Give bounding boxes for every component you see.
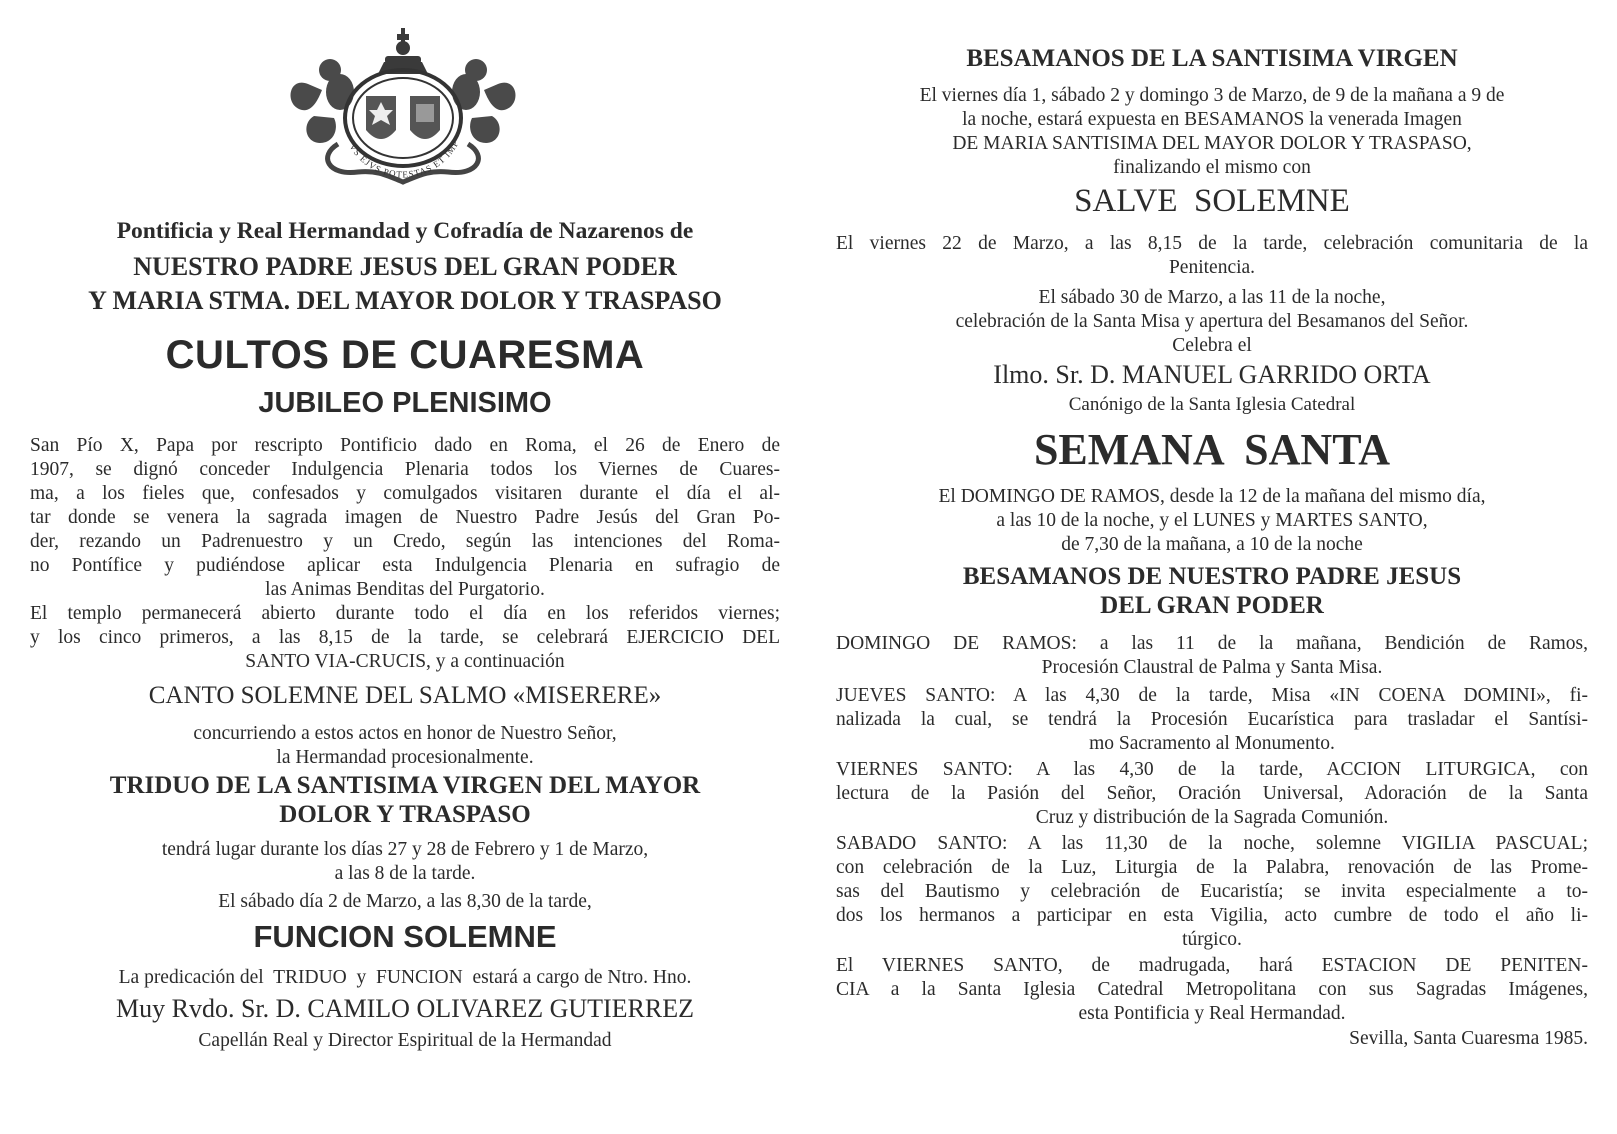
title-jubileo: JUBILEO PLENISIMO bbox=[258, 387, 552, 419]
besamanos-virgen-paragraph bbox=[836, 84, 1588, 180]
title-cultos-cuaresma: CULTOS DE CUARESMA bbox=[165, 333, 645, 377]
text-line: SANTO VIA-CRUCIS, y a continuación bbox=[245, 651, 565, 672]
text-line: finalizando el mismo con bbox=[1113, 157, 1311, 178]
text-line: no Pontífice y pudiéndose aplicar esta Indulgencia Plenaria en sufragio de bbox=[30, 555, 780, 576]
canto-miserere: CANTO SOLEMNE DEL SALMO «MISERERE» bbox=[148, 682, 662, 709]
domingo-ramos-paragraph bbox=[836, 632, 1588, 680]
text-line: CIA a la Santa Iglesia Catedral Metropolitana con sus Sagradas Imágenes, bbox=[836, 979, 1588, 1000]
org-line-2: NUESTRO PADRE JESUS DEL GRAN PODER bbox=[133, 252, 677, 281]
text-line: tar donde se venera la sagrada imagen de Nuestro Padre Jesús del Gran Po- bbox=[30, 507, 780, 528]
text-line: la noche, estará expuesta en BESAMANOS la venerada Imagen bbox=[962, 109, 1462, 130]
besamanos-jesus-heading-1: BESAMANOS DE NUESTRO PADRE JESUS bbox=[962, 563, 1462, 590]
text-line: 1907, se dignó conceder Indulgencia Plenaria todos los Viernes de Cuares- bbox=[30, 459, 780, 480]
text-line: túrgico. bbox=[1182, 929, 1242, 950]
org-line-1: Pontificia y Real Hermandad y Cofradía de Nazarenos de bbox=[116, 218, 694, 244]
misa-paragraph bbox=[836, 286, 1588, 358]
penitencia-paragraph bbox=[836, 232, 1588, 280]
celebrant-title: Canónigo de la Santa Iglesia Catedral bbox=[1068, 394, 1356, 415]
funcion-date: El sábado día 2 de Marzo, a las 8,30 de la tarde, bbox=[218, 891, 592, 912]
signature-line: Sevilla, Santa Cuaresma 1985. bbox=[1349, 1028, 1588, 1049]
text-line: con celebración de la Luz, Liturgia de la Palabra, renovación de las Prome- bbox=[836, 857, 1588, 878]
text-line: JUEVES SANTO: A las 4,30 de la tarde, Misa «IN COENA DOMINI», fi- bbox=[836, 685, 1588, 706]
crest-motto: VS EJVS POTESTAS ET IMP bbox=[347, 138, 461, 180]
besamanos-schedule bbox=[836, 485, 1588, 557]
text-line: El sábado 30 de Marzo, a las 11 de la noche, bbox=[1038, 287, 1386, 308]
org-line-3: Y MARIA STMA. DEL MAYOR DOLOR Y TRASPASO bbox=[88, 286, 722, 315]
besamanos-virgen-heading: BESAMANOS DE LA SANTISIMA VIRGEN bbox=[966, 45, 1458, 72]
text-line: nalizada la cual, se tendrá la Procesión Eucarística para trasladar el Santísi- bbox=[836, 709, 1588, 730]
text-line: SABADO SANTO: A las 11,30 de la noche, solemne VIGILIA PASCUAL; bbox=[836, 833, 1588, 854]
text-line: la Hermandad procesionalmente. bbox=[276, 747, 534, 768]
text-line: Celebra el bbox=[1172, 335, 1252, 356]
title-funcion-solemne: FUNCION SOLEMNE bbox=[253, 919, 557, 954]
text-line: Penitencia. bbox=[1168, 257, 1256, 278]
text-line: celebración de la Santa Misa y apertura del Besamanos del Señor. bbox=[955, 311, 1469, 332]
text-line: las Animas Benditas del Purgatorio. bbox=[265, 579, 545, 600]
celebrant-name: Ilmo. Sr. D. MANUEL GARRIDO ORTA bbox=[993, 360, 1431, 389]
jubileo-paragraph bbox=[30, 434, 780, 602]
text-line: esta Pontificia y Real Hermandad. bbox=[1078, 1003, 1346, 1024]
text-line: mo Sacramento al Monumento. bbox=[1089, 733, 1335, 754]
viernes-santo-paragraph bbox=[836, 758, 1588, 830]
text-line: ma, a los fieles que, confesados y comulgados visitaren durante el día el al- bbox=[30, 483, 780, 504]
triduo-heading-2: DOLOR Y TRASPASO bbox=[279, 801, 531, 828]
text-line: a las 10 de la noche, y el LUNES y MARTES SANTO, bbox=[996, 510, 1428, 531]
text-line: El viernes día 1, sábado 2 y domingo 3 de Marzo, de 9 de la mañana a 9 de bbox=[919, 85, 1505, 106]
preacher-name: Muy Rvdo. Sr. D. CAMILO OLIVAREZ GUTIERREZ bbox=[115, 994, 695, 1023]
text-line: Cruz y distribución de la Sagrada Comunión. bbox=[1035, 807, 1389, 828]
text-line: de 7,30 de la mañana, a 10 de la noche bbox=[1061, 534, 1363, 555]
salve-solemne: SALVE SOLEMNE bbox=[1074, 183, 1350, 219]
text-line: VIERNES SANTO: A las 4,30 de la tarde, ACCION LITURGICA, con bbox=[836, 759, 1588, 780]
procession-paragraph bbox=[30, 722, 780, 770]
preacher-title: Capellán Real y Director Espiritual de la Hermandad bbox=[198, 1030, 612, 1051]
jueves-santo-paragraph bbox=[836, 684, 1588, 756]
triduo-dates bbox=[30, 838, 780, 886]
brotherhood-crest-image bbox=[278, 26, 528, 201]
triduo-heading-1: TRIDUO DE LA SANTISIMA VIRGEN DEL MAYOR bbox=[109, 772, 701, 799]
text-line: Procesión Claustral de Palma y Santa Misa. bbox=[1041, 657, 1383, 678]
text-line: concurriendo a estos actos en honor de Nuestro Señor, bbox=[193, 723, 617, 744]
text-line: El DOMINGO DE RAMOS, desde la 12 de la mañana del mismo día, bbox=[938, 486, 1486, 507]
estacion-penitencia-paragraph bbox=[836, 954, 1588, 1026]
sabado-santo-paragraph bbox=[836, 832, 1588, 952]
text-line: lectura de la Pasión del Señor, Oración Universal, Adoración de la Santa bbox=[836, 783, 1588, 804]
text-line: El viernes 22 de Marzo, a las 8,15 de la tarde, celebración comunitaria de la bbox=[836, 233, 1588, 254]
text-line: tendrá lugar durante los días 27 y 28 de Febrero y 1 de Marzo, bbox=[161, 839, 649, 860]
besamanos-jesus-heading-2: DEL GRAN PODER bbox=[1100, 592, 1324, 619]
text-line: DE MARIA SANTISIMA DEL MAYOR DOLOR Y TRASPASO, bbox=[952, 133, 1472, 154]
predicacion-text: La predicación del TRIDUO y FUNCION estará a cargo de Ntro. Hno. bbox=[118, 967, 692, 988]
text-line: y los cinco primeros, a las 8,15 de la tarde, se celebrará EJERCICIO DEL bbox=[30, 627, 780, 648]
text-line: der, rezando un Padrenuestro y un Credo, según las intenciones del Roma- bbox=[30, 531, 780, 552]
text-line: El templo permanecerá abierto durante todo el día en los referidos viernes; bbox=[30, 603, 780, 624]
text-line: sas del Bautismo y celebración de Eucaristía; se invita especialmente a to- bbox=[836, 881, 1588, 902]
text-line: dos los hermanos a participar en esta Vigilia, acto cumbre de todo el año li- bbox=[836, 905, 1588, 926]
text-line: DOMINGO DE RAMOS: a las 11 de la mañana, Bendición de Ramos, bbox=[836, 633, 1588, 654]
templo-paragraph bbox=[30, 602, 780, 674]
text-line: San Pío X, Papa por rescripto Pontificio dado en Roma, el 26 de Enero de bbox=[30, 435, 780, 456]
title-semana-santa: SEMANA SANTA bbox=[1033, 425, 1391, 474]
text-line: a las 8 de la tarde. bbox=[334, 863, 476, 884]
text-line: El VIERNES SANTO, de madrugada, hará ESTACION DE PENITEN- bbox=[836, 955, 1588, 976]
